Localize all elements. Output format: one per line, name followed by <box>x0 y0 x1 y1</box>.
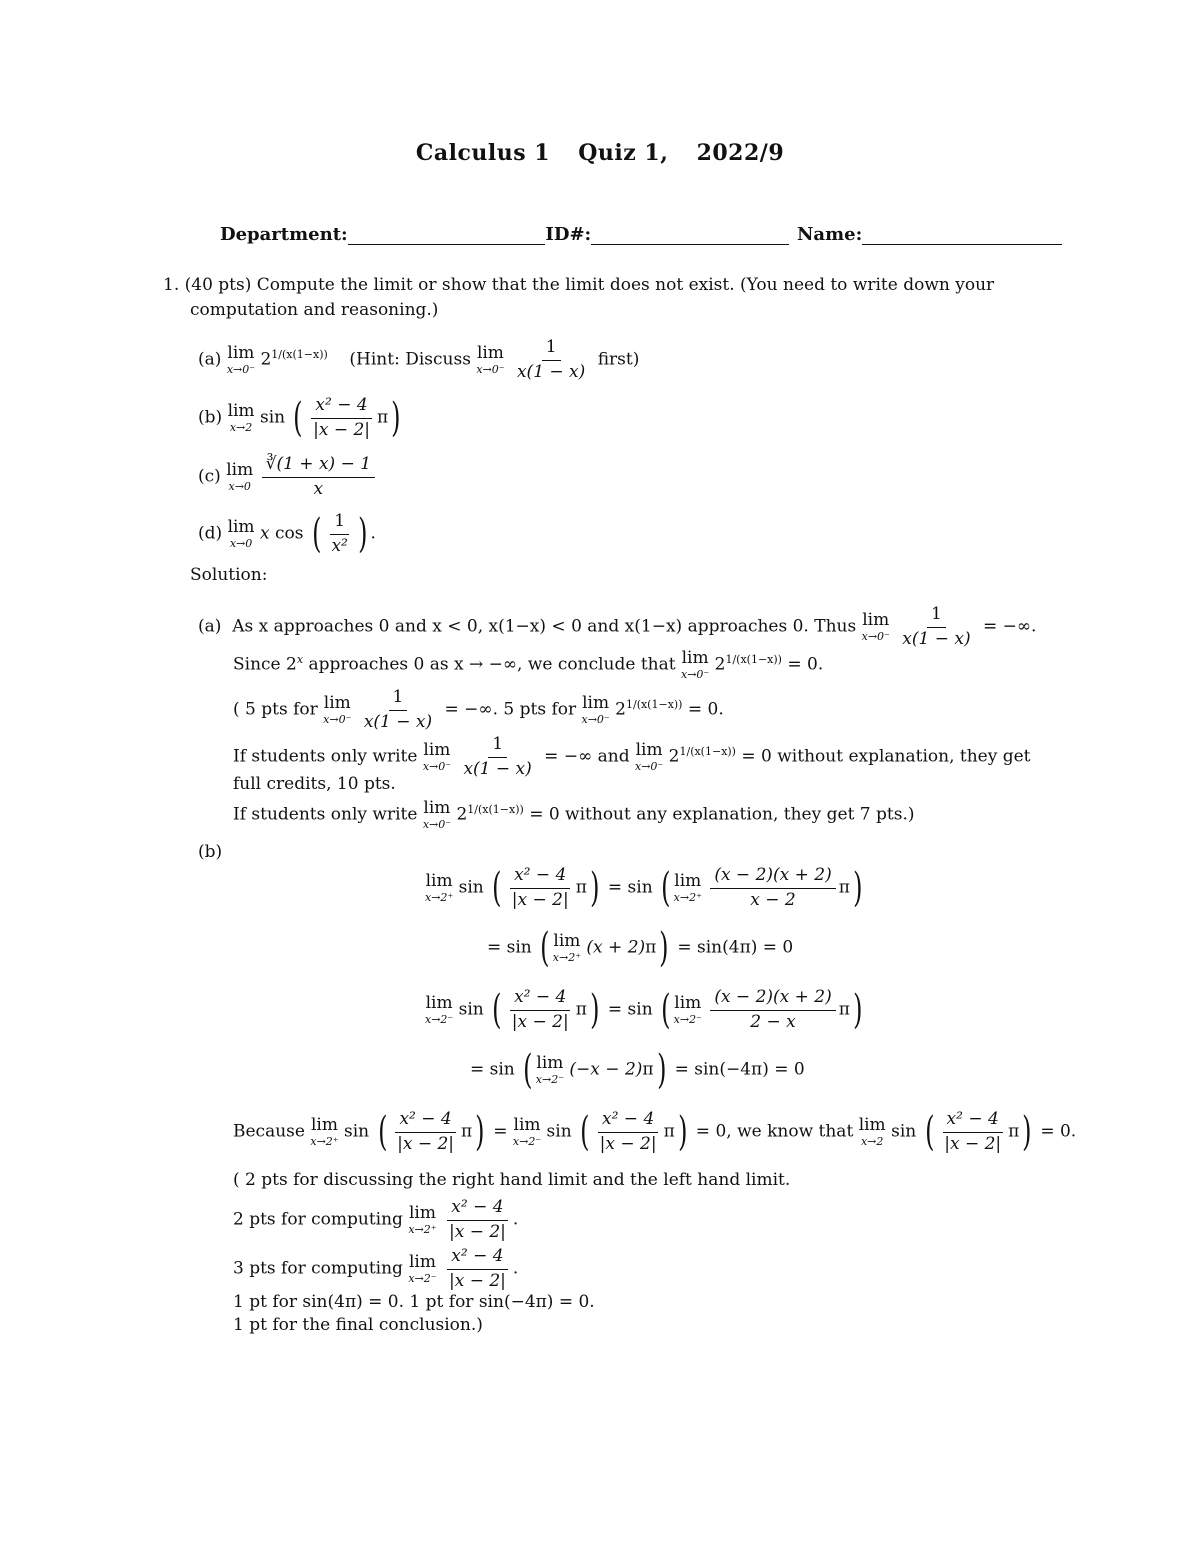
b-pts-4: 1 pt for sin(4π) = 0. 1 pt for sin(−4π) = 0. <box>233 1292 595 1312</box>
student-info-header <box>220 224 1062 245</box>
solution-heading: Solution: <box>190 565 268 585</box>
part-a: (a) lim x→0⁻ $2^{1/(x(1-x))}$ (Hint: Discuss lim x→0⁻ $\frac{1}{x(1 - x)}$ first) <box>198 337 640 382</box>
part-d-label: (d) <box>198 523 223 544</box>
sol-a2-post: = 0. <box>787 654 824 675</box>
page-title <box>0 140 1200 166</box>
sol-a-text-end: = −∞. <box>982 616 1037 637</box>
b-pts3-text: 3 pts for computing <box>233 1258 403 1279</box>
limit-expr: lim x→0⁻ <box>226 343 256 377</box>
sol-a6-post: = 0 without any explanation, they get 7 pts.) <box>529 804 915 825</box>
name-label: Name: <box>796 224 863 245</box>
sol-a4-post: = 0 without explanation, they get <box>741 746 1031 767</box>
sol-a4-pre: If students only write <box>233 746 418 767</box>
solution-a-line5: full credits, 10 pts. <box>233 774 396 794</box>
part-a-label: (a) <box>198 349 222 370</box>
solution-b-label: (b) <box>198 842 223 862</box>
sol-a3-pre: ( 5 pts for <box>233 699 318 720</box>
title-quiz: Quiz 1, <box>578 140 669 166</box>
id-label: ID#: <box>545 224 592 245</box>
b-eq-2: = sin ( lim x→2⁺ (x + 2)π) = sin(4π) = 0 <box>487 925 794 971</box>
sol-a3-mid: = −∞. 5 pts for <box>444 699 577 720</box>
title-date: 2022/9 <box>696 140 785 166</box>
b-final: = 0. <box>1040 1121 1077 1142</box>
sol-a2-mid: approaches 0 as x → −∞, we conclude that <box>308 654 676 675</box>
part-c: (c) lim x→0 $\frac{∛(1 + x) - 1}{x}$ <box>198 455 378 499</box>
solution-a-line4: If students only write lim x→0⁻ $\frac{1}{x(1 - x)}$ = −∞ and lim x→0⁻ $2^{1/(x(1-x))} = 0$ without explanation, they get <box>233 734 1031 779</box>
part-b-label: (b) <box>198 407 223 428</box>
b-eq-4: = sin ( lim x→2⁻ (−x − 2)π) = sin(−4π) = 0 <box>470 1047 805 1093</box>
b-because: Because lim x→2⁺ sin ( $\frac{\text{x² − 4}}{|x - 2|}$ π) = lim x→2⁻ sin ( $\frac{\text{x² − 4}}{|x - 2|}$ π) = 0, we know that lim x→2 sin ( $\frac{\text{x² − 4}}{|x - 2|}$ π) = 0. <box>233 1109 1077 1156</box>
solution-a-line3: ( 5 pts for lim x→0⁻ $\frac{1}{x(1 - x)}$ = −∞. 5 pts for lim x→0⁻ $2^{1/(x(1-x))} = 0$. <box>233 687 724 732</box>
department-label: Department: <box>220 224 348 245</box>
title-course: Calculus 1 <box>415 140 551 166</box>
solution-a-line2: Since 2$^x$ approaches 0 as x → −∞, we conclude that lim x→0⁻ $2^{1/(x(1-x))} = 0$. <box>233 648 824 682</box>
id-field[interactable] <box>591 226 789 245</box>
hint-text: (Hint: Discuss <box>349 349 471 370</box>
hint-end: first) <box>597 349 640 370</box>
b-pts-3: 3 pts for computing lim x→2⁻ $\frac{\text{x² − 4}}{|x - 2|}$ . <box>233 1246 519 1291</box>
part-b: (b) lim x→2 sin ( $\frac{\text{x² − 4}}{|x - 2|}$ π) <box>198 395 401 442</box>
sol-a2-pre: Since 2 <box>233 654 297 675</box>
department-field[interactable] <box>348 226 546 245</box>
b-eq-3: lim x→2⁻ sin ( $\frac{\text{x² − 4}}{|x - 2|}$ π) = sin ( lim x→2⁻ $\frac{(x - 2)(x + 2)}{2 - x}$ π) <box>425 987 863 1034</box>
b-pts-5: 1 pt for the final conclusion.) <box>233 1315 483 1335</box>
b-pts-1: ( 2 pts for discussing the right hand limit and the left hand limit. <box>233 1170 791 1190</box>
solution-a-line1: (a) As x approaches 0 and x < 0, x(1−x) < 0 and x(1−x) approaches 0. Thus lim x→0⁻ $\frac{1}{x(1 - x)}$ = −∞. <box>198 604 1037 649</box>
b-know: = 0, we know that <box>695 1121 854 1142</box>
sol-a3-post: = 0. <box>687 699 724 720</box>
name-field[interactable] <box>862 226 1062 245</box>
sol-a6-pre: If students only write <box>233 804 418 825</box>
part-c-label: (c) <box>198 466 221 487</box>
b-pts2-text: 2 pts for computing <box>233 1209 403 1230</box>
b-pts-2: 2 pts for computing lim x→2⁺ $\frac{\text{x² − 4}}{|x - 2|}$ . <box>233 1197 519 1242</box>
part-d: (d) lim x→0 x cos ( $\frac{1}{\text{x²}}$ ) . <box>198 511 376 558</box>
solution-a-line6: If students only write lim x→0⁻ $2^{1/(x(1-x))} = 0$ without any explanation, they get 7 pts.) <box>233 798 915 832</box>
sol-a-text: As x approaches 0 and x < 0, x(1−x) < 0 and x(1−x) approaches 0. Thus <box>232 616 857 637</box>
solution-a-label: (a) <box>198 616 222 637</box>
b-eq-1: lim x→2⁺ sin ( $\frac{\text{x² − 4}}{|x - 2|}$ π) = sin ( lim x→2⁺ $\frac{(x - 2)(x + 2)}{x - 2}$ π) <box>425 865 863 912</box>
problem-intro-2: computation and reasoning.) <box>190 300 439 320</box>
problem-intro-1: 1. (40 pts) Compute the limit or show that the limit does not exist. (You need to write down your <box>163 275 995 295</box>
sol-a4-mid: = −∞ and <box>544 746 630 767</box>
because-word: Because <box>233 1121 305 1142</box>
